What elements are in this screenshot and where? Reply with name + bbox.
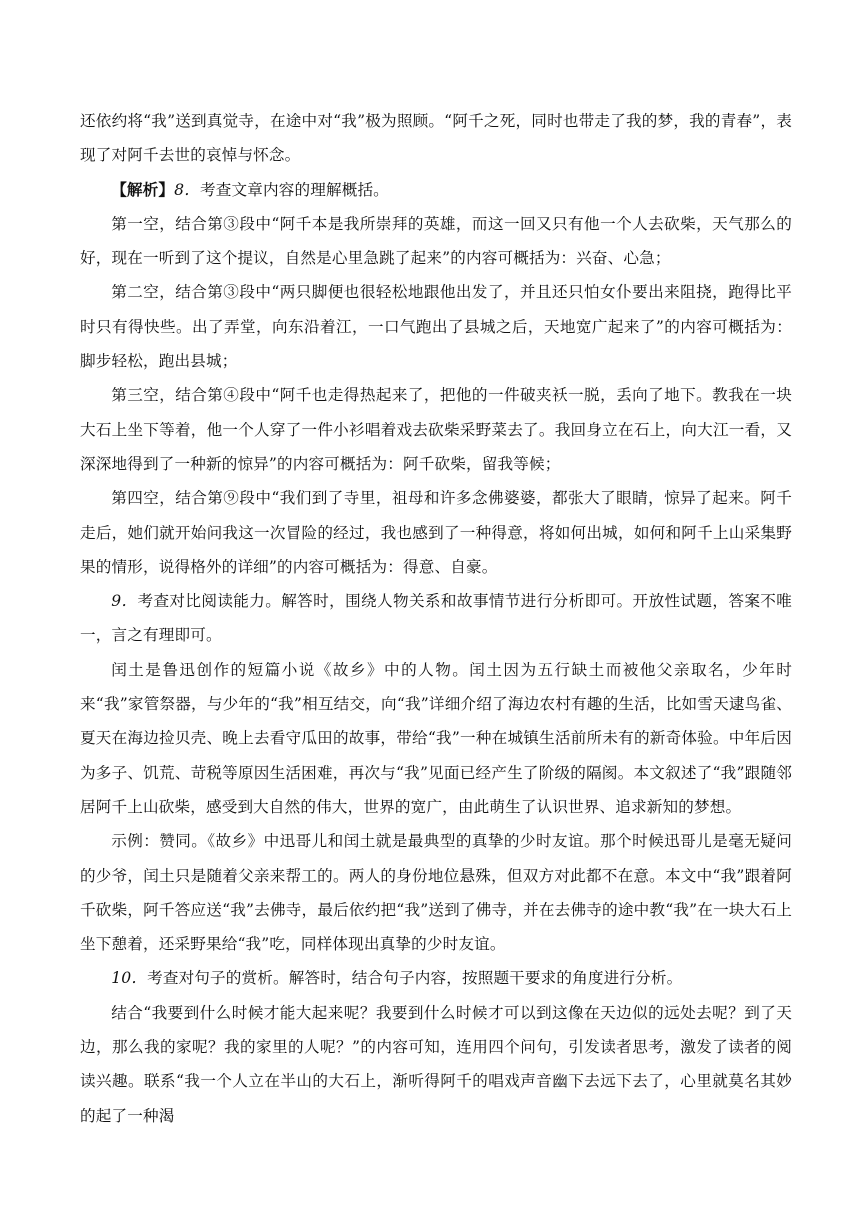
question-9-paragraph	[80, 584, 792, 653]
paragraph-text: 第一空，结合第③段中“阿千本是我所崇拜的英雄，而这一回又只有他一个人去砍柴，天气那么的好，现在一听到了这个提议，自然是心里急跳了起来”的内容可概括为：兴奋、心急；	[80, 214, 792, 268]
question-number: 10．	[111, 969, 148, 988]
paragraph-blank-1	[80, 207, 792, 276]
paragraph-blank-2	[80, 275, 792, 378]
paragraph-example	[80, 824, 792, 961]
paragraph-text: 还依约将“我”送到真觉寺，在途中对“我”极为照顾。“阿千之死，同时也带走了我的梦，我的青春”，表现了对阿千去世的哀悼与怀念。	[80, 112, 792, 165]
analysis-heading-paragraph	[80, 173, 792, 207]
paragraph-analysis-questions	[80, 996, 792, 1133]
paragraph-blank-3	[80, 378, 792, 481]
paragraph-text: 第二空，结合第③段中“两只脚便也很轻松地跟他出发了，并且还只怕女仆要出来阻挠，跑得比平时只有得快些。出了弄堂，向东沿着江，一口气跑出了县城之后，天地宽广起来了”的内容可概括为：脚步轻松，跑出县城；	[80, 283, 792, 371]
paragraph-blank-4	[80, 481, 792, 584]
paragraph-text: 考查对比阅读能力。解答时，围绕人物关系和故事情节进行分析即可。开放性试题，答案不唯一，言之有理即可。	[80, 592, 792, 645]
question-number: 8．	[174, 180, 200, 199]
paragraph-1	[80, 104, 792, 173]
paragraph-text: 示例：赞同。《故乡》中迅哥儿和闰土就是最典型的真挚的少时友谊。那个时候迅哥儿是毫无疑问的少爷，闰土只是随着父亲来帮工的。两人的身份地位悬殊，但双方对此都不在意。本文中“我”跟着阿千砍柴，阿千答应送“我”去佛寺，最后依约把“我”送到了佛寺，并在去佛寺的途中教“我”在一块大石上坐下憩着，还采野果给“我”吃，同样体现出真挚的少时友谊。	[80, 832, 792, 954]
paragraph-runtu	[80, 653, 792, 824]
question-number: 9．	[111, 592, 138, 611]
paragraph-text: 考查对句子的赏析。解答时，结合句子内容，按照题干要求的角度进行分析。	[147, 969, 683, 988]
paragraph-text: 第三空，结合第④段中“阿千也走得热起来了，把他的一件破夹袄一脱，丢向了地下。教我在一块大石上坐下等着，他一个人穿了一件小衫唱着戏去砍柴采野菜去了。我回身立在石上，向大江一看，又深深地得到了一种新的惊异”的内容可概括为：阿千砍柴，留我等候；	[80, 386, 792, 473]
paragraph-text: 第四空，结合第⑨段中“我们到了寺里，祖母和许多念佛婆婆，都张大了眼睛，惊异了起来。阿千走后，她们就开始问我这一次冒险的经过，我也感到了一种得意，将如何出城，如何和阿千上山采集野果的情形，说得格外的详细”的内容可概括为：得意、自豪。	[80, 489, 792, 576]
paragraph-text: 结合“我要到什么时候才能大起来呢？我要到什么时候才可以到这像在天边似的远处去呢？到了天边，那么我的家呢？我的家里的人呢？”的内容可知，连用四个问句，引发读者思考，激发了读者的阅读兴趣。联系“我一个人立在半山的大石上，渐听得阿千的唱戏声音幽下去远下去了，心里就莫名其妙的起了一种渴	[80, 1003, 792, 1125]
paragraph-text: 闰土是鲁迅创作的短篇小说《故乡》中的人物。闰土因为五行缺土而被他父亲取名，少年时来“我”家管祭器，与少年的“我”相互结交，向“我”详细介绍了海边农村有趣的生活，比如雪天逮鸟雀、夏天在海边捡贝壳、晚上去看守瓜田的故事，带给“我”一种在城镇生活前所未有的新奇体验。中年后因为多子、饥荒、苛税等原因生活困难，再次与“我”见面已经产生了阶级的隔阂。本文叙述了“我”跟随邻居阿千上山砍柴，感受到大自然的伟大，世界的宽广，由此萌生了认识世界、追求新知的梦想。	[80, 660, 792, 816]
question-10-paragraph	[80, 961, 792, 995]
paragraph-text: 考查文章内容的理解概括。	[200, 180, 389, 199]
analysis-label: 【解析】	[111, 179, 175, 199]
document-body	[80, 104, 792, 1133]
